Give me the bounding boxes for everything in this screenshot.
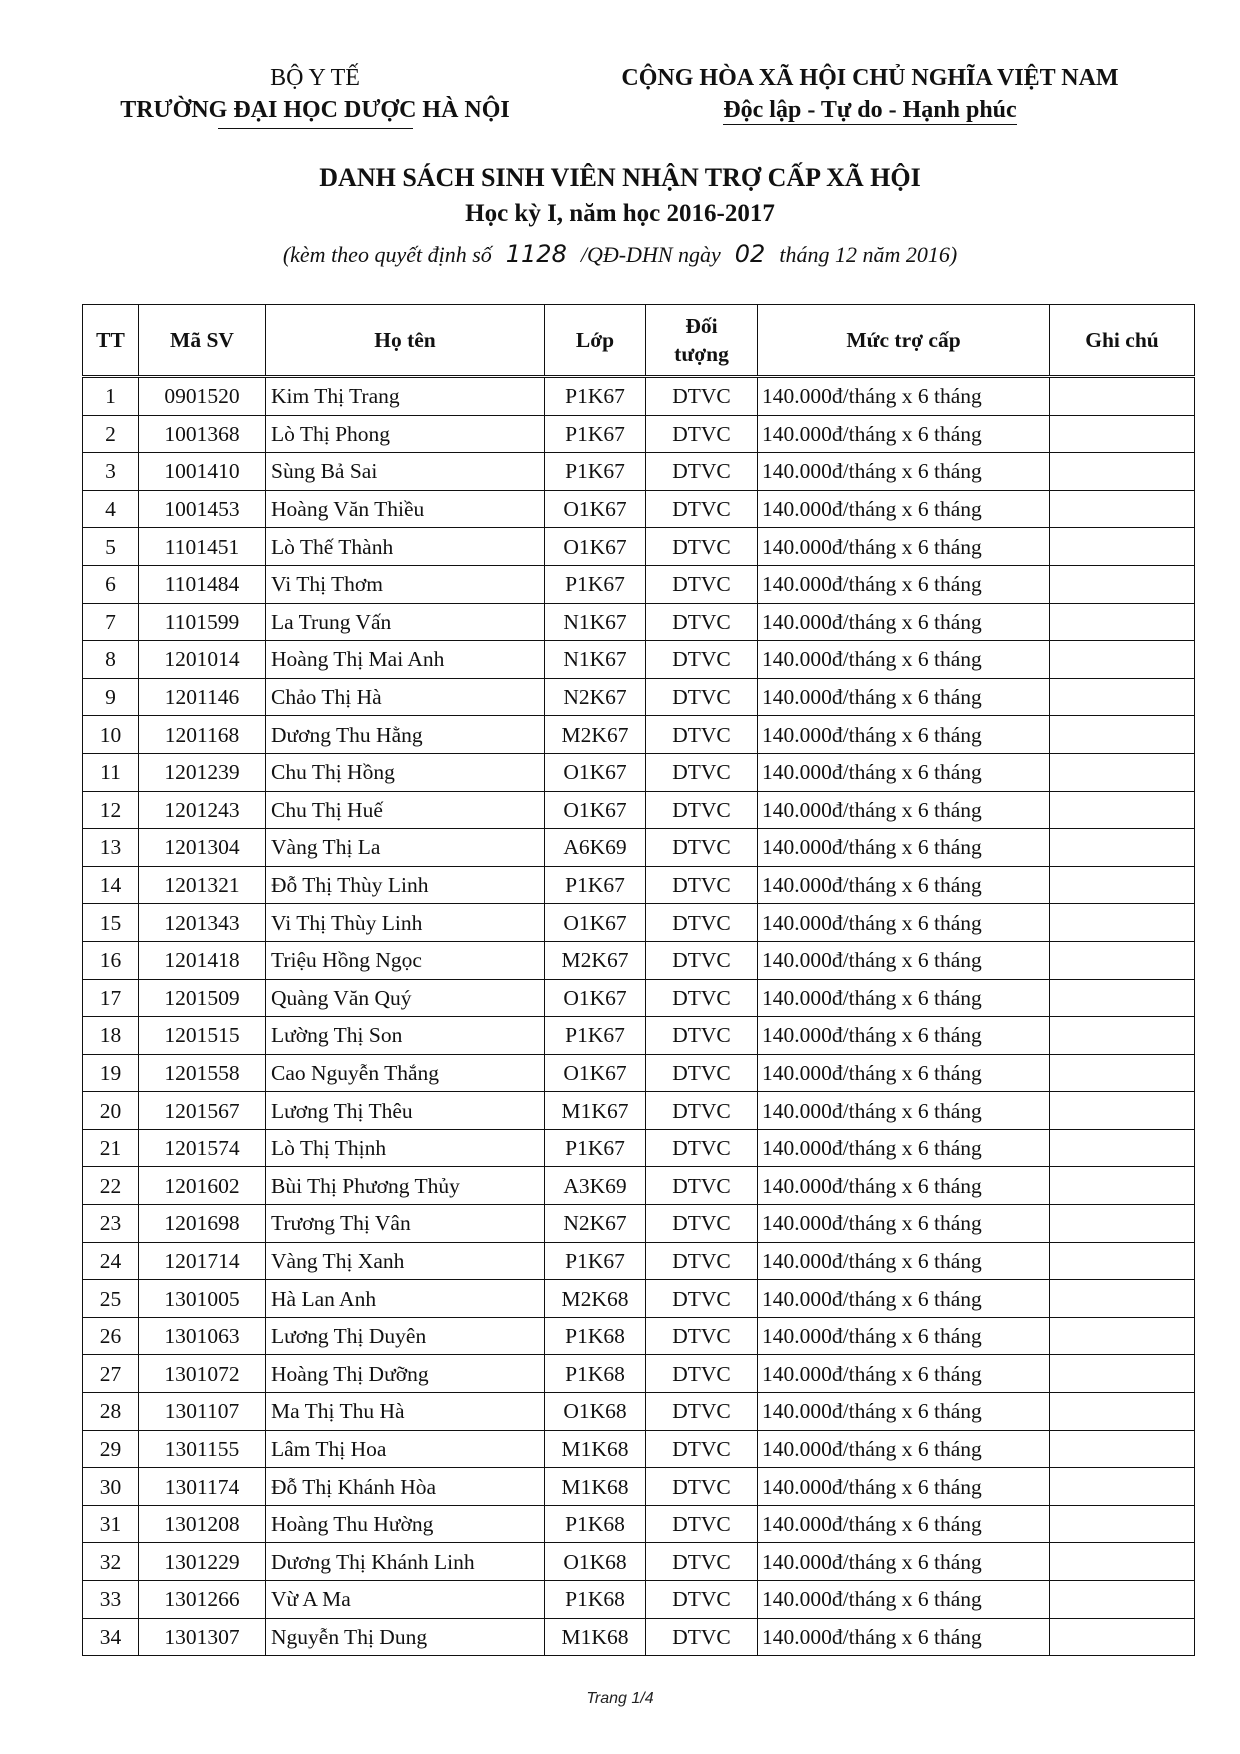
table-row <box>83 565 1195 603</box>
table-row <box>83 1205 1195 1243</box>
cell-tt: 34 <box>83 1618 139 1656</box>
table-row <box>83 1017 1195 1055</box>
decision-suffix: tháng 12 năm 2016) <box>779 242 958 267</box>
cell-ma-sv: 1201243 <box>139 791 266 829</box>
cell-tt: 2 <box>83 415 139 453</box>
cell-ghi-chu <box>1050 1505 1195 1543</box>
cell-ma-sv: 1201602 <box>139 1167 266 1205</box>
cell-ma-sv: 1301307 <box>139 1618 266 1656</box>
table-row <box>83 904 1195 942</box>
cell-doi-tuong: DTVC <box>646 1543 758 1581</box>
cell-tt: 29 <box>83 1430 139 1468</box>
title-main: DANH SÁCH SINH VIÊN NHẬN TRỢ CẤP XÃ HỘI <box>319 163 921 192</box>
cell-ghi-chu <box>1050 1581 1195 1619</box>
country-name: CỘNG HÒA XÃ HỘI CHỦ NGHĨA VIỆT NAM <box>621 65 1119 91</box>
cell-ghi-chu <box>1050 565 1195 603</box>
cell-tt: 7 <box>83 603 139 641</box>
cell-ma-sv: 1201515 <box>139 1017 266 1055</box>
cell-muc-tro-cap: 140.000đ/tháng x 6 tháng <box>758 1430 1050 1468</box>
cell-muc-tro-cap: 140.000đ/tháng x 6 tháng <box>758 678 1050 716</box>
cell-ho-ten: Hà Lan Anh <box>266 1280 545 1318</box>
col-header-tt: TT <box>83 305 139 377</box>
table-row <box>83 829 1195 867</box>
cell-tt: 4 <box>83 490 139 528</box>
cell-tt: 25 <box>83 1280 139 1318</box>
document-title <box>0 160 1240 232</box>
cell-ma-sv: 1101484 <box>139 565 266 603</box>
cell-muc-tro-cap: 140.000đ/tháng x 6 tháng <box>758 490 1050 528</box>
cell-tt: 15 <box>83 904 139 942</box>
cell-muc-tro-cap: 140.000đ/tháng x 6 tháng <box>758 1581 1050 1619</box>
cell-ghi-chu <box>1050 1393 1195 1431</box>
page-number: Trang 1/4 <box>586 1690 654 1707</box>
cell-tt: 20 <box>83 1092 139 1130</box>
cell-ma-sv: 1101599 <box>139 603 266 641</box>
cell-ghi-chu <box>1050 1129 1195 1167</box>
cell-lop: O1K67 <box>545 904 646 942</box>
cell-doi-tuong: DTVC <box>646 1092 758 1130</box>
cell-muc-tro-cap: 140.000đ/tháng x 6 tháng <box>758 1393 1050 1431</box>
cell-muc-tro-cap: 140.000đ/tháng x 6 tháng <box>758 415 1050 453</box>
table-row <box>83 528 1195 566</box>
cell-ma-sv: 1201714 <box>139 1242 266 1280</box>
cell-ma-sv: 1301208 <box>139 1505 266 1543</box>
cell-ma-sv: 1301155 <box>139 1430 266 1468</box>
cell-muc-tro-cap: 140.000đ/tháng x 6 tháng <box>758 904 1050 942</box>
cell-ho-ten: Vàng Thị Xanh <box>266 1242 545 1280</box>
col-header-ghi-chu: Ghi chú <box>1050 305 1195 377</box>
cell-ma-sv: 1201146 <box>139 678 266 716</box>
cell-lop: M1K68 <box>545 1468 646 1506</box>
cell-doi-tuong: DTVC <box>646 904 758 942</box>
cell-ghi-chu <box>1050 377 1195 416</box>
cell-ghi-chu <box>1050 979 1195 1017</box>
cell-ma-sv: 1301107 <box>139 1393 266 1431</box>
cell-ho-ten: Cao Nguyễn Thắng <box>266 1054 545 1092</box>
table-row <box>83 1280 1195 1318</box>
cell-doi-tuong: DTVC <box>646 1054 758 1092</box>
cell-ma-sv: 1201698 <box>139 1205 266 1243</box>
cell-ghi-chu <box>1050 1205 1195 1243</box>
cell-lop: O1K67 <box>545 979 646 1017</box>
cell-lop: M1K68 <box>545 1618 646 1656</box>
table-row <box>83 1054 1195 1092</box>
cell-ho-ten: Vi Thị Thơm <box>266 565 545 603</box>
col-header-ma-sv: Mã SV <box>139 305 266 377</box>
cell-muc-tro-cap: 140.000đ/tháng x 6 tháng <box>758 753 1050 791</box>
cell-ho-ten: Trương Thị Vân <box>266 1205 545 1243</box>
table-row <box>83 791 1195 829</box>
col-header-lop: Lớp <box>545 305 646 377</box>
col-header-muc-tro-cap: Mức trợ cấp <box>758 305 1050 377</box>
col-header-doi-tuong: Đối tượng <box>646 305 758 377</box>
table-header-row <box>83 305 1195 377</box>
cell-lop: A3K69 <box>545 1167 646 1205</box>
cell-muc-tro-cap: 140.000đ/tháng x 6 tháng <box>758 1242 1050 1280</box>
cell-muc-tro-cap: 140.000đ/tháng x 6 tháng <box>758 716 1050 754</box>
cell-muc-tro-cap: 140.000đ/tháng x 6 tháng <box>758 829 1050 867</box>
cell-lop: O1K67 <box>545 490 646 528</box>
cell-ghi-chu <box>1050 415 1195 453</box>
cell-muc-tro-cap: 140.000đ/tháng x 6 tháng <box>758 603 1050 641</box>
cell-lop: N1K67 <box>545 641 646 679</box>
table-row <box>83 1393 1195 1431</box>
cell-ho-ten: Lương Thị Duyên <box>266 1317 545 1355</box>
cell-lop: M1K67 <box>545 1092 646 1130</box>
cell-tt: 13 <box>83 829 139 867</box>
cell-ma-sv: 1101451 <box>139 528 266 566</box>
cell-tt: 23 <box>83 1205 139 1243</box>
cell-tt: 31 <box>83 1505 139 1543</box>
student-table <box>82 304 1195 1656</box>
cell-ho-ten: Lương Thị Thêu <box>266 1092 545 1130</box>
cell-doi-tuong: DTVC <box>646 1581 758 1619</box>
cell-tt: 5 <box>83 528 139 566</box>
cell-doi-tuong: DTVC <box>646 1317 758 1355</box>
cell-ghi-chu <box>1050 753 1195 791</box>
cell-doi-tuong: DTVC <box>646 1280 758 1318</box>
table-row <box>83 1242 1195 1280</box>
cell-lop: A6K69 <box>545 829 646 867</box>
cell-ma-sv: 1201239 <box>139 753 266 791</box>
cell-muc-tro-cap: 140.000đ/tháng x 6 tháng <box>758 941 1050 979</box>
cell-tt: 12 <box>83 791 139 829</box>
cell-doi-tuong: DTVC <box>646 716 758 754</box>
cell-ho-ten: Đỗ Thị Khánh Hòa <box>266 1468 545 1506</box>
cell-ho-ten: Lường Thị Son <box>266 1017 545 1055</box>
cell-ghi-chu <box>1050 528 1195 566</box>
cell-lop: P1K67 <box>545 1017 646 1055</box>
cell-lop: P1K67 <box>545 1242 646 1280</box>
cell-doi-tuong: DTVC <box>646 1017 758 1055</box>
cell-lop: P1K68 <box>545 1505 646 1543</box>
cell-lop: P1K67 <box>545 565 646 603</box>
cell-ma-sv: 1201014 <box>139 641 266 679</box>
cell-tt: 26 <box>83 1317 139 1355</box>
table-row <box>83 1468 1195 1506</box>
table-row <box>83 1430 1195 1468</box>
cell-ho-ten: Bùi Thị Phương Thủy <box>266 1167 545 1205</box>
cell-lop: P1K68 <box>545 1581 646 1619</box>
table-row <box>83 490 1195 528</box>
cell-doi-tuong: DTVC <box>646 791 758 829</box>
cell-ghi-chu <box>1050 1280 1195 1318</box>
cell-ho-ten: Hoàng Thu Hường <box>266 1505 545 1543</box>
cell-ghi-chu <box>1050 1468 1195 1506</box>
cell-ho-ten: Triệu Hồng Ngọc <box>266 941 545 979</box>
cell-muc-tro-cap: 140.000đ/tháng x 6 tháng <box>758 1054 1050 1092</box>
table-row <box>83 377 1195 416</box>
decision-reference <box>0 240 1240 268</box>
cell-ma-sv: 1301005 <box>139 1280 266 1318</box>
cell-ghi-chu <box>1050 829 1195 867</box>
cell-ma-sv: 1201574 <box>139 1129 266 1167</box>
cell-tt: 3 <box>83 453 139 491</box>
cell-doi-tuong: DTVC <box>646 678 758 716</box>
cell-lop: M2K67 <box>545 716 646 754</box>
table-row <box>83 1317 1195 1355</box>
cell-ma-sv: 1301229 <box>139 1543 266 1581</box>
cell-muc-tro-cap: 140.000đ/tháng x 6 tháng <box>758 1092 1050 1130</box>
cell-tt: 27 <box>83 1355 139 1393</box>
table-row <box>83 1543 1195 1581</box>
table-row <box>83 603 1195 641</box>
cell-ghi-chu <box>1050 678 1195 716</box>
cell-doi-tuong: DTVC <box>646 641 758 679</box>
table-row <box>83 641 1195 679</box>
decision-day: 02 <box>734 240 766 268</box>
cell-doi-tuong: DTVC <box>646 1129 758 1167</box>
table-body <box>83 377 1195 1656</box>
cell-tt: 17 <box>83 979 139 1017</box>
cell-muc-tro-cap: 140.000đ/tháng x 6 tháng <box>758 377 1050 416</box>
cell-ghi-chu <box>1050 1092 1195 1130</box>
cell-ma-sv: 1201558 <box>139 1054 266 1092</box>
cell-doi-tuong: DTVC <box>646 979 758 1017</box>
cell-ho-ten: Hoàng Thị Dưỡng <box>266 1355 545 1393</box>
cell-ho-ten: La Trung Vấn <box>266 603 545 641</box>
cell-doi-tuong: DTVC <box>646 829 758 867</box>
cell-doi-tuong: DTVC <box>646 1167 758 1205</box>
decision-prefix: (kèm theo quyết định số <box>282 242 492 267</box>
col-header-ho-ten: Họ tên <box>266 305 545 377</box>
cell-doi-tuong: DTVC <box>646 941 758 979</box>
cell-ma-sv: 1301266 <box>139 1581 266 1619</box>
cell-tt: 9 <box>83 678 139 716</box>
cell-lop: M2K67 <box>545 941 646 979</box>
header-underline <box>218 128 413 129</box>
cell-ma-sv: 1201343 <box>139 904 266 942</box>
cell-ma-sv: 1001410 <box>139 453 266 491</box>
cell-tt: 32 <box>83 1543 139 1581</box>
cell-tt: 16 <box>83 941 139 979</box>
cell-doi-tuong: DTVC <box>646 1205 758 1243</box>
cell-ghi-chu <box>1050 641 1195 679</box>
cell-muc-tro-cap: 140.000đ/tháng x 6 tháng <box>758 1280 1050 1318</box>
cell-tt: 6 <box>83 565 139 603</box>
cell-doi-tuong: DTVC <box>646 866 758 904</box>
university-name: TRƯỜNG ĐẠI HỌC DƯỢC HÀ NỘI <box>120 97 510 123</box>
cell-muc-tro-cap: 140.000đ/tháng x 6 tháng <box>758 1543 1050 1581</box>
cell-ma-sv: 1201168 <box>139 716 266 754</box>
cell-ho-ten: Kim Thị Trang <box>266 377 545 416</box>
cell-muc-tro-cap: 140.000đ/tháng x 6 tháng <box>758 453 1050 491</box>
cell-ma-sv: 1301174 <box>139 1468 266 1506</box>
cell-ma-sv: 1001368 <box>139 415 266 453</box>
table-row <box>83 941 1195 979</box>
cell-doi-tuong: DTVC <box>646 490 758 528</box>
cell-ghi-chu <box>1050 1242 1195 1280</box>
cell-tt: 28 <box>83 1393 139 1431</box>
cell-ghi-chu <box>1050 1317 1195 1355</box>
cell-ma-sv: 0901520 <box>139 377 266 416</box>
cell-doi-tuong: DTVC <box>646 1242 758 1280</box>
cell-lop: M1K68 <box>545 1430 646 1468</box>
cell-ho-ten: Hoàng Văn Thiều <box>266 490 545 528</box>
cell-ma-sv: 1201567 <box>139 1092 266 1130</box>
cell-ghi-chu <box>1050 866 1195 904</box>
cell-lop: O1K67 <box>545 1054 646 1092</box>
cell-ghi-chu <box>1050 453 1195 491</box>
cell-ma-sv: 1201304 <box>139 829 266 867</box>
cell-ho-ten: Dương Thu Hằng <box>266 716 545 754</box>
cell-lop: N1K67 <box>545 603 646 641</box>
cell-lop: P1K67 <box>545 1129 646 1167</box>
cell-ho-ten: Dương Thị Khánh Linh <box>266 1543 545 1581</box>
cell-doi-tuong: DTVC <box>646 603 758 641</box>
cell-doi-tuong: DTVC <box>646 565 758 603</box>
cell-ho-ten: Sùng Bả Sai <box>266 453 545 491</box>
cell-ho-ten: Vàng Thị La <box>266 829 545 867</box>
cell-lop: N2K67 <box>545 678 646 716</box>
cell-ghi-chu <box>1050 904 1195 942</box>
cell-lop: N2K67 <box>545 1205 646 1243</box>
cell-ghi-chu <box>1050 1054 1195 1092</box>
cell-tt: 8 <box>83 641 139 679</box>
cell-muc-tro-cap: 140.000đ/tháng x 6 tháng <box>758 866 1050 904</box>
cell-muc-tro-cap: 140.000đ/tháng x 6 tháng <box>758 1317 1050 1355</box>
cell-lop: P1K67 <box>545 415 646 453</box>
cell-lop: P1K67 <box>545 377 646 416</box>
table-row <box>83 753 1195 791</box>
cell-tt: 21 <box>83 1129 139 1167</box>
decision-number: 1128 <box>505 240 567 268</box>
cell-ghi-chu <box>1050 1167 1195 1205</box>
cell-ho-ten: Chu Thị Huế <box>266 791 545 829</box>
cell-doi-tuong: DTVC <box>646 1505 758 1543</box>
cell-ho-ten: Lâm Thị Hoa <box>266 1430 545 1468</box>
cell-ma-sv: 1201418 <box>139 941 266 979</box>
table-row <box>83 1167 1195 1205</box>
cell-lop: O1K68 <box>545 1393 646 1431</box>
ministry-name: BỘ Y TẾ <box>270 65 360 91</box>
cell-ma-sv: 1301063 <box>139 1317 266 1355</box>
cell-tt: 19 <box>83 1054 139 1092</box>
cell-ghi-chu <box>1050 1430 1195 1468</box>
cell-muc-tro-cap: 140.000đ/tháng x 6 tháng <box>758 791 1050 829</box>
cell-ho-ten: Vừ A Ma <box>266 1581 545 1619</box>
cell-lop: O1K67 <box>545 791 646 829</box>
issuer-header <box>100 62 530 129</box>
table-row <box>83 979 1195 1017</box>
cell-ho-ten: Lò Thị Phong <box>266 415 545 453</box>
cell-ghi-chu <box>1050 1543 1195 1581</box>
cell-ho-ten: Chu Thị Hồng <box>266 753 545 791</box>
cell-ho-ten: Nguyễn Thị Dung <box>266 1618 545 1656</box>
cell-doi-tuong: DTVC <box>646 1393 758 1431</box>
cell-muc-tro-cap: 140.000đ/tháng x 6 tháng <box>758 1129 1050 1167</box>
cell-lop: P1K68 <box>545 1317 646 1355</box>
cell-lop: P1K68 <box>545 1355 646 1393</box>
table-row <box>83 415 1195 453</box>
cell-tt: 18 <box>83 1017 139 1055</box>
cell-doi-tuong: DTVC <box>646 528 758 566</box>
cell-lop: P1K67 <box>545 866 646 904</box>
cell-ghi-chu <box>1050 490 1195 528</box>
cell-muc-tro-cap: 140.000đ/tháng x 6 tháng <box>758 1167 1050 1205</box>
cell-lop: M2K68 <box>545 1280 646 1318</box>
cell-doi-tuong: DTVC <box>646 1355 758 1393</box>
cell-ho-ten: Lò Thị Thịnh <box>266 1129 545 1167</box>
cell-doi-tuong: DTVC <box>646 1430 758 1468</box>
cell-doi-tuong: DTVC <box>646 453 758 491</box>
cell-lop: O1K67 <box>545 528 646 566</box>
cell-ghi-chu <box>1050 1618 1195 1656</box>
cell-lop: O1K67 <box>545 753 646 791</box>
cell-ho-ten: Vi Thị Thùy Linh <box>266 904 545 942</box>
cell-ghi-chu <box>1050 941 1195 979</box>
cell-muc-tro-cap: 140.000đ/tháng x 6 tháng <box>758 641 1050 679</box>
table-row <box>83 866 1195 904</box>
table-row <box>83 1618 1195 1656</box>
cell-muc-tro-cap: 140.000đ/tháng x 6 tháng <box>758 1355 1050 1393</box>
cell-muc-tro-cap: 140.000đ/tháng x 6 tháng <box>758 528 1050 566</box>
cell-doi-tuong: DTVC <box>646 1618 758 1656</box>
table-row <box>83 678 1195 716</box>
table-row <box>83 1092 1195 1130</box>
cell-tt: 22 <box>83 1167 139 1205</box>
cell-ho-ten: Quàng Văn Quý <box>266 979 545 1017</box>
cell-tt: 14 <box>83 866 139 904</box>
cell-tt: 10 <box>83 716 139 754</box>
cell-lop: O1K68 <box>545 1543 646 1581</box>
table-row <box>83 1581 1195 1619</box>
decision-middle: /QĐ-DHN ngày <box>580 242 721 267</box>
cell-tt: 30 <box>83 1468 139 1506</box>
cell-doi-tuong: DTVC <box>646 415 758 453</box>
table-row <box>83 716 1195 754</box>
cell-doi-tuong: DTVC <box>646 753 758 791</box>
national-header <box>590 62 1150 126</box>
cell-muc-tro-cap: 140.000đ/tháng x 6 tháng <box>758 979 1050 1017</box>
table-row <box>83 1505 1195 1543</box>
cell-ghi-chu <box>1050 1017 1195 1055</box>
table-row <box>83 453 1195 491</box>
cell-ho-ten: Ma Thị Thu Hà <box>266 1393 545 1431</box>
title-sub: Học kỳ I, năm học 2016-2017 <box>465 200 775 227</box>
cell-ma-sv: 1001453 <box>139 490 266 528</box>
cell-muc-tro-cap: 140.000đ/tháng x 6 tháng <box>758 1505 1050 1543</box>
cell-ghi-chu <box>1050 791 1195 829</box>
cell-ho-ten: Hoàng Thị Mai Anh <box>266 641 545 679</box>
table-row <box>83 1129 1195 1167</box>
cell-tt: 24 <box>83 1242 139 1280</box>
cell-muc-tro-cap: 140.000đ/tháng x 6 tháng <box>758 1205 1050 1243</box>
cell-lop: P1K67 <box>545 453 646 491</box>
table-row <box>83 1355 1195 1393</box>
cell-ho-ten: Đỗ Thị Thùy Linh <box>266 866 545 904</box>
cell-ghi-chu <box>1050 716 1195 754</box>
cell-ma-sv: 1201321 <box>139 866 266 904</box>
cell-ghi-chu <box>1050 603 1195 641</box>
cell-ma-sv: 1201509 <box>139 979 266 1017</box>
cell-doi-tuong: DTVC <box>646 377 758 416</box>
cell-ghi-chu <box>1050 1355 1195 1393</box>
cell-ho-ten: Lò Thế Thành <box>266 528 545 566</box>
cell-doi-tuong: DTVC <box>646 1468 758 1506</box>
cell-ma-sv: 1301072 <box>139 1355 266 1393</box>
cell-ho-ten: Chảo Thị Hà <box>266 678 545 716</box>
cell-tt: 33 <box>83 1581 139 1619</box>
cell-muc-tro-cap: 140.000đ/tháng x 6 tháng <box>758 1017 1050 1055</box>
cell-muc-tro-cap: 140.000đ/tháng x 6 tháng <box>758 1618 1050 1656</box>
cell-muc-tro-cap: 140.000đ/tháng x 6 tháng <box>758 1468 1050 1506</box>
cell-muc-tro-cap: 140.000đ/tháng x 6 tháng <box>758 565 1050 603</box>
cell-tt: 11 <box>83 753 139 791</box>
cell-tt: 1 <box>83 377 139 416</box>
national-motto: Độc lập - Tự do - Hạnh phúc <box>723 97 1017 123</box>
